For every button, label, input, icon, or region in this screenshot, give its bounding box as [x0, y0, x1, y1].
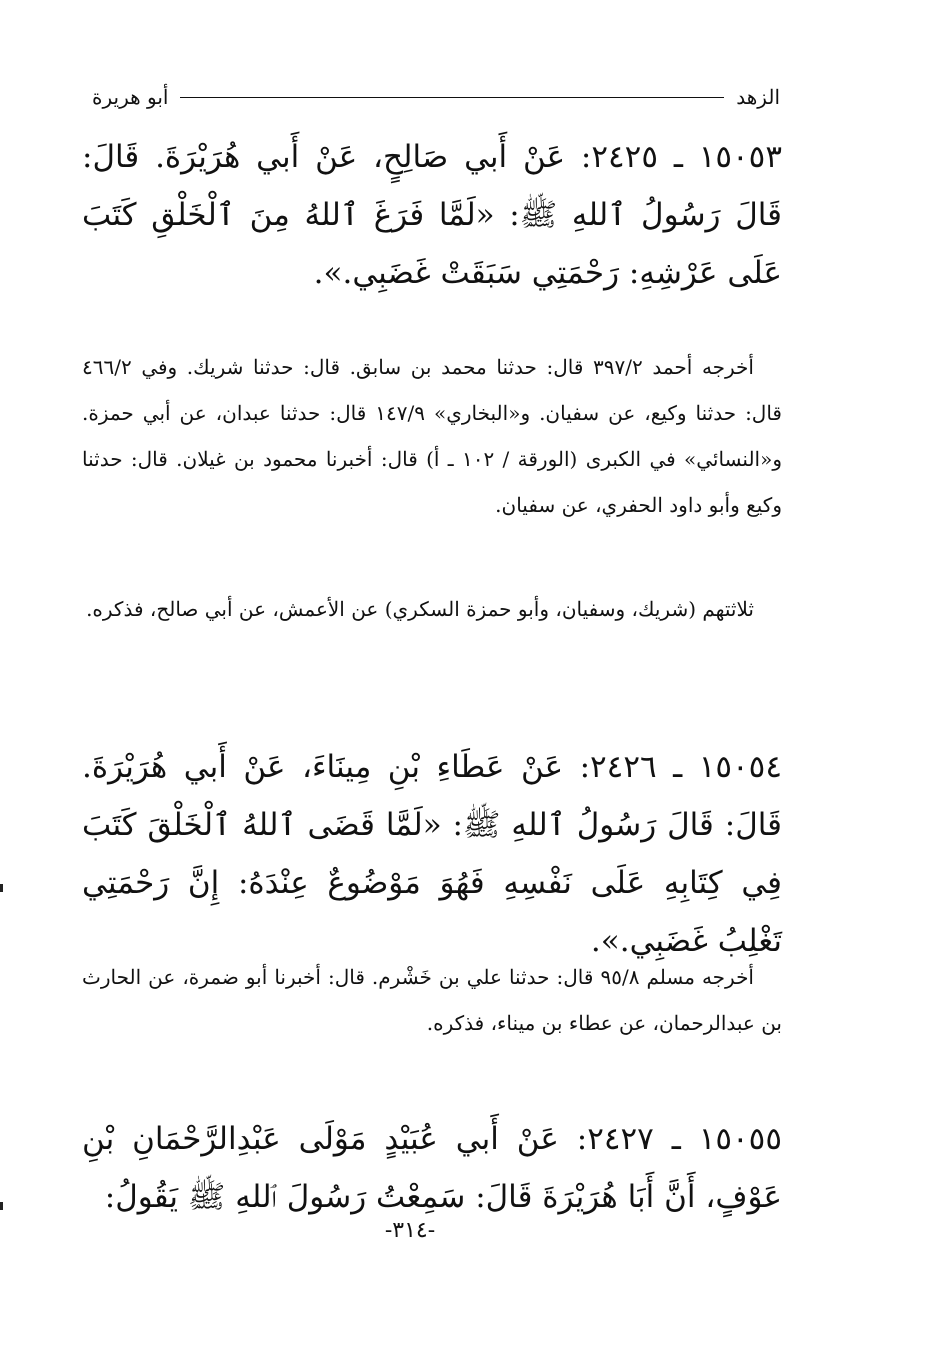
scan-mark	[0, 1202, 3, 1210]
header-chapter-title: أبو هريرة	[92, 85, 169, 109]
hadith-15054	[82, 738, 782, 970]
takhrij-text: ثلاثتهم (شريك، وسفيان، وأبو حمزة السكري) عن الأعمش، عن أبي صالح، فذكره.	[86, 597, 754, 621]
hadith-15053	[82, 128, 782, 302]
header-rule	[180, 97, 724, 98]
running-header	[92, 82, 780, 112]
takhrij-15053-summary	[82, 586, 782, 632]
hadith-text: ١٥٠٥٤ ـ ٢٤٢٦: عَنْ عَطَاءِ بْنِ مِينَاءَ، عَنْ أَبي هُرَيْرَةَ. قَالَ: قَالَ رَسُولُ ٱللهِ ﷺ: «لَمَّا قَضَى ٱللهُ ٱلْخَلْقَ كَتَبَ فِي كِتَابِهِ عَلَى نَفْسِهِ فَهُوَ مَوْضُوعٌ عِنْدَهُ: إِنَّ رَحْمَتِي تَغْلِبُ غَضَبِي.».	[82, 749, 782, 959]
hadith-text: ١٥٠٥٣ ـ ٢٤٢٥: عَنْ أَبي صَالِحٍ، عَنْ أَبي هُرَيْرَةَ. قَالَ: قَالَ رَسُولُ ٱللهِ ﷺ: «لَمَّا فَرَغَ ٱللهُ مِنَ ٱلْخَلْقِ كَتَبَ عَلَى عَرْشِهِ: رَحْمَتِي سَبَقَتْ غَضَبِي.».	[82, 139, 782, 291]
page-number: -٣١٤-	[384, 1218, 436, 1243]
takhrij-text: أخرجه مسلم ٩٥/٨ قال: حدثنا علي بن خَشْرم. قال: أخبرنا أبو ضمرة، عن الحارث بن عبدالرحمان، عن عطاء بن ميناء، فذكره.	[82, 965, 782, 1035]
hadith-text: ١٥٠٥٥ ـ ٢٤٢٧: عَنْ أَبي عُبَيْدٍ مَوْلَى عَبْدِالرَّحْمَانِ بْنِ عَوْفٍ، أَنَّ أَبَا هُرَيْرَةَ قَالَ: سَمِعْتُ رَسُولَ ٱللهِ ﷺ يَقُولُ:	[82, 1121, 782, 1215]
header-section-title: الزهد	[736, 85, 780, 109]
takhrij-15054	[82, 954, 782, 1046]
takhrij-text: أخرجه أحمد ٣٩٧/٢ قال: حدثنا محمد بن سابق. قال: حدثنا شريك. وفي ٤٦٦/٢ قال: حدثنا وكيع، عن سفيان. و«البخاري» ١٤٧/٩ قال: حدثنا عبدان، عن أبي حمزة. و«النسائي» في الكبرى (الورقة / ١٠٢ ـ أ) قال: أخبرنا محمود بن غيلان. قال: حدثنا وكيع وأبو داود الحفري، عن سفيان.	[82, 355, 782, 517]
takhrij-15053-sources	[82, 344, 782, 528]
scan-mark	[0, 884, 3, 892]
hadith-15055	[82, 1110, 782, 1226]
